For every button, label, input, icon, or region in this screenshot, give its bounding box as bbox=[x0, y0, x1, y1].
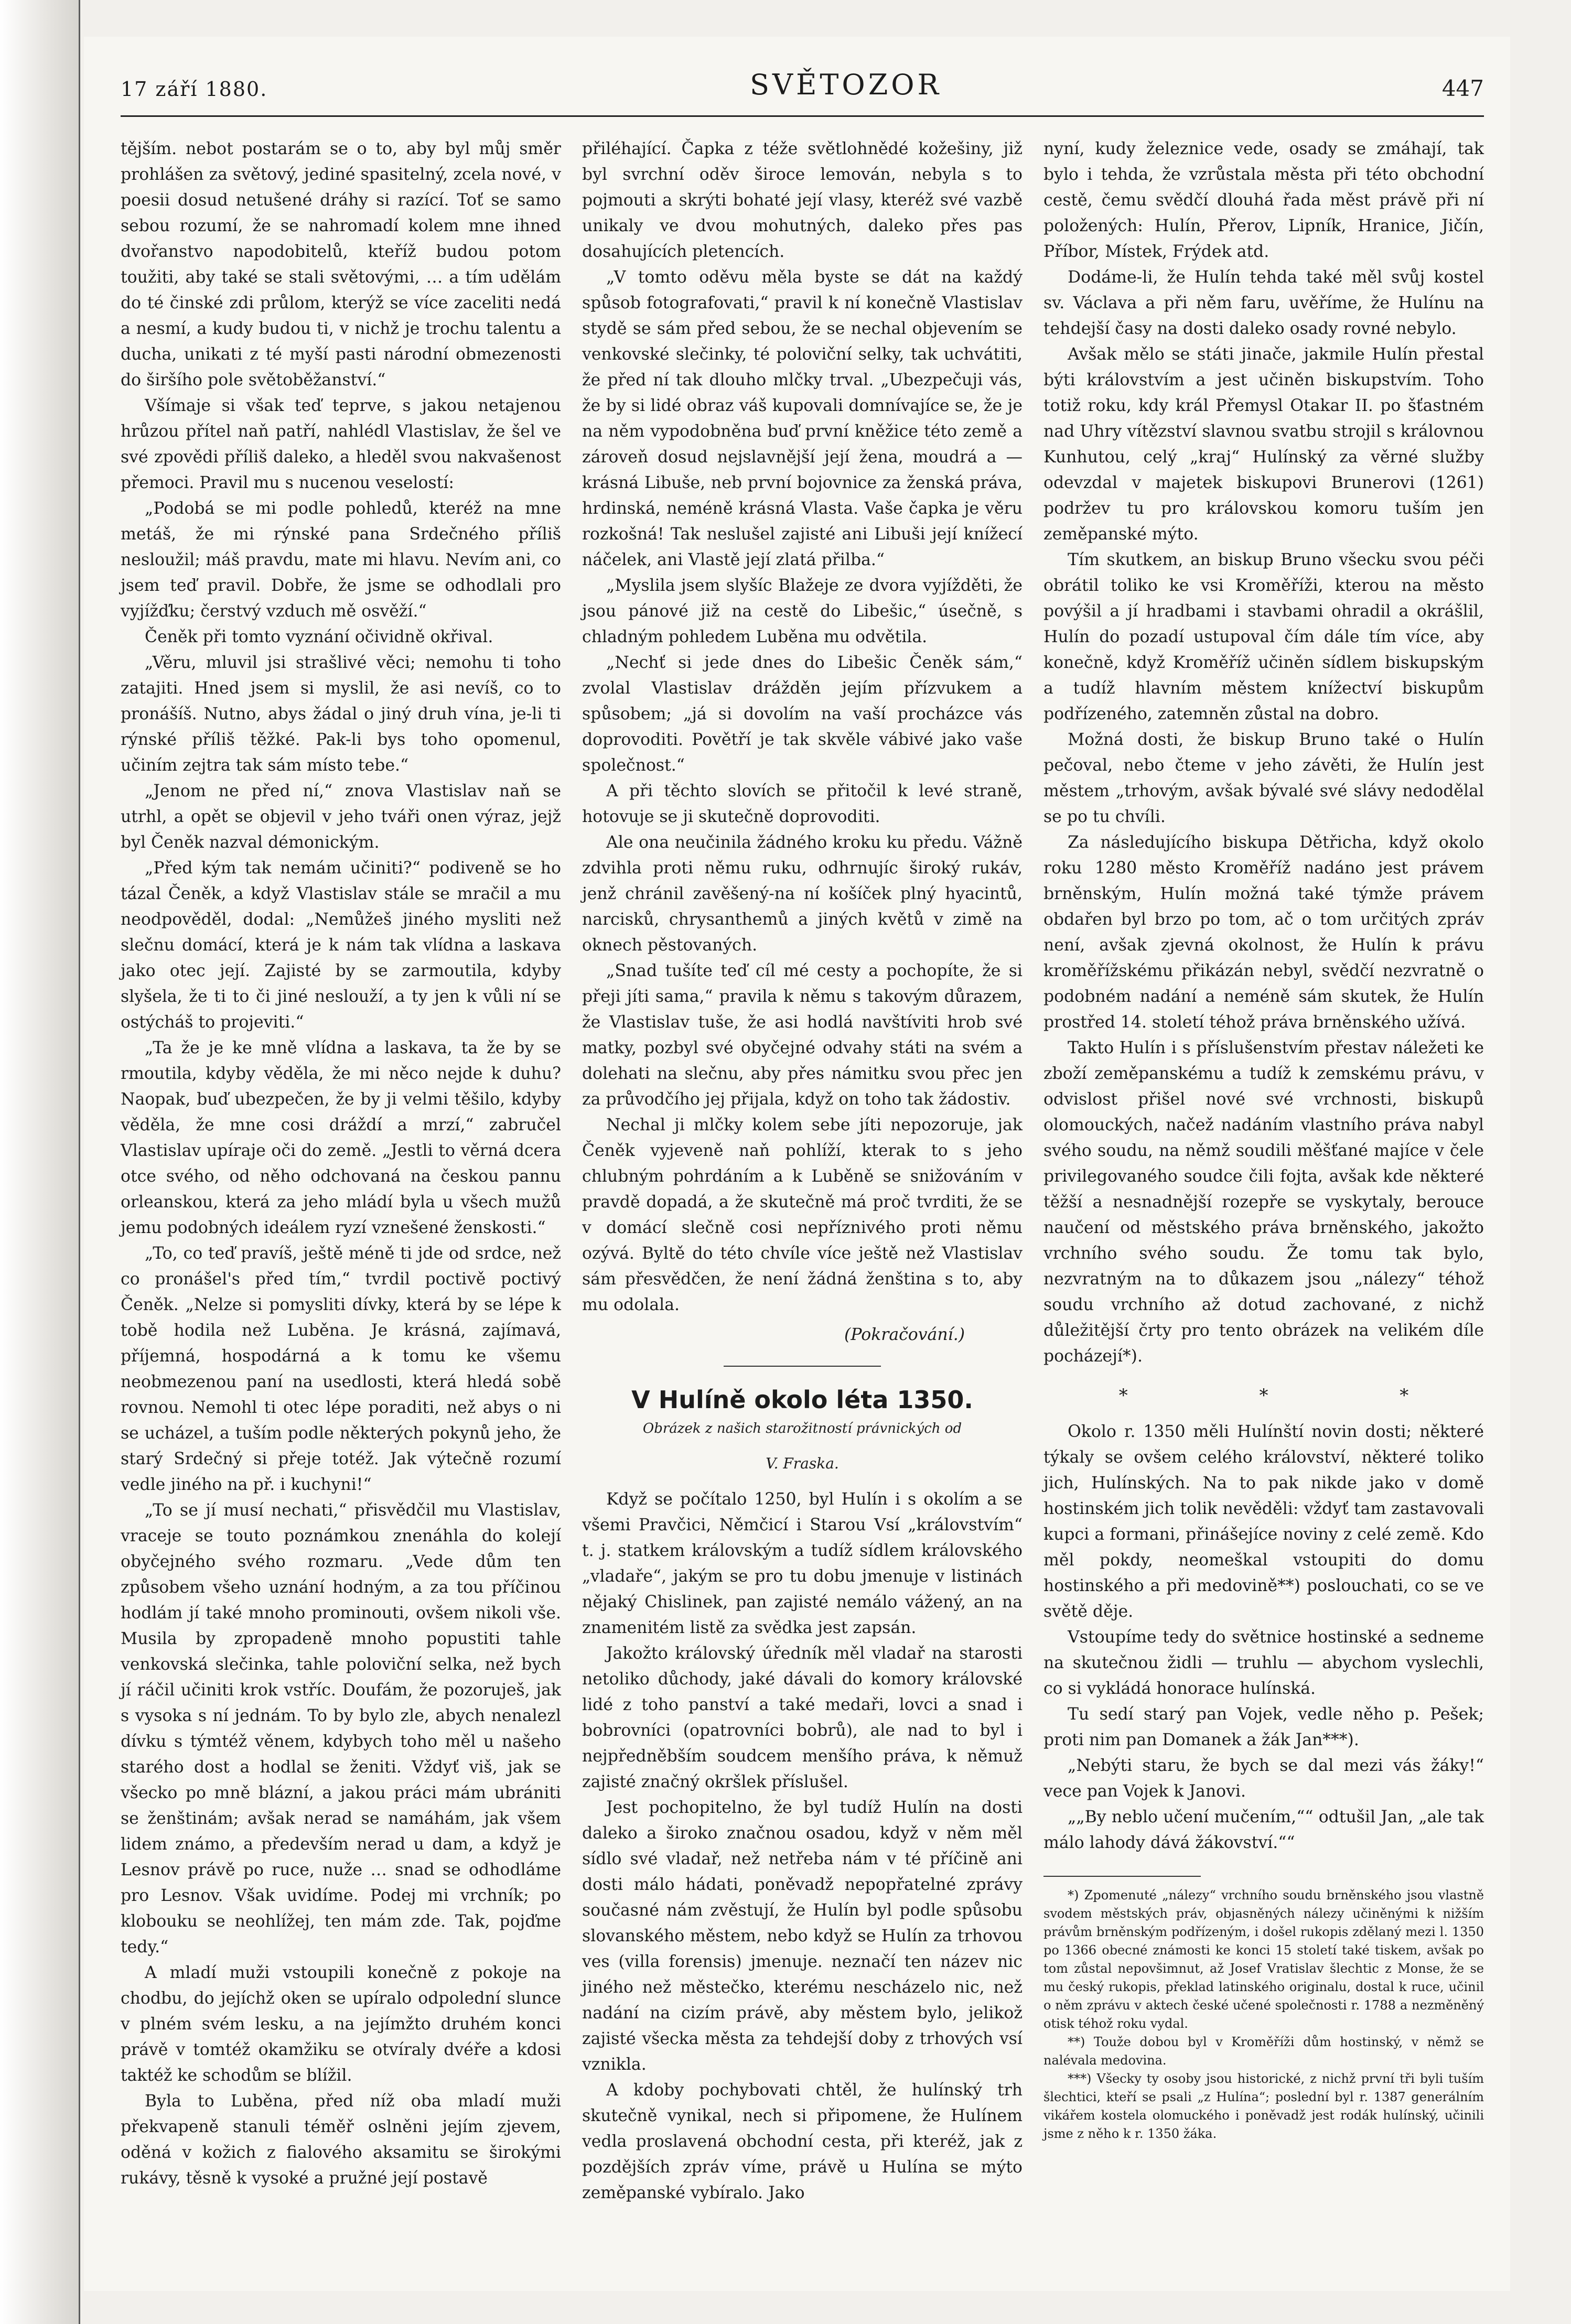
paragraph: Tu sedí starý pan Vojek, vedle něho p. Pešek; proti nim pan Domanek a žák Jan***). bbox=[1043, 1705, 1484, 1749]
footnote: ***) Všecky ty osoby jsou historické, z nichž první tři byli tuším šlechtici, kteří se psali „z Hulína“; poslední byl r. 1387 generálním vikářem kostela olomuckého i poněvadž jest rodák hulínský, učinili jsme z něho k r. 1350 žáka. bbox=[1043, 2071, 1484, 2141]
paragraph: nyní, kudy železnice vede, osady se zmáhají, tak bylo i tehda, že vzrůstala města při této obchodní cestě, čemu svědčí dlouhá řada měst právě při ní položených: Hulín, Přerov, Lipník, Hranice, Jičín, Příbor, Místek, Frýdek atd. bbox=[1043, 139, 1484, 261]
paragraph: Dodáme-li, že Hulín tehda také měl svůj kostel sv. Václava a při něm faru, uvěříme, že Hulínu na tehdejší časy na dosti daleko osady rovné nebylo. bbox=[1043, 268, 1484, 338]
header-rule bbox=[121, 115, 1484, 117]
paragraph: Tím skutkem, an biskup Bruno všecku svou péči obrátil toliko ke vsi Kroměříži, kterou na město povýšil a jí hradbami i stavbami ohradil a okrášlil, Hulín do pozadí ustupoval čím dále tím více, aby konečně, když Kroměříž učiněn sídlem biskupským a tudíž hlavním městem knížectví biskupům podřízeného, zatemněn zůstal na dobro. bbox=[1043, 550, 1484, 723]
paragraph: „Myslila jsem slyšíc Blažeje ze dvora vyjížděti, že jsou pánové již na cestě do Libešic,“ úsečně, s chladným pohledem Luběna mu odvětila. bbox=[582, 576, 1023, 646]
paragraph: „„By neblo učení mučením,““ odtušil Jan, „ale tak málo lahody dává žákovství.““ bbox=[1043, 1808, 1484, 1852]
paragraph: „Věru, mluvil jsi strašlivé věci; nemohu ti toho zatajiti. Hned jsem si myslil, že asi nevíš, co to pronášíš. Nutno, abys žádal o jiný druh vína, je-li ti rýnské příliš těžké. Pak-li bys toho opomenul, učiním zejtra tak sám místo tebe.“ bbox=[121, 653, 561, 775]
paragraph: Jakožto královský úředník měl vladař na starosti netoliko důchody, jaké dávali do komory královské lidé z toho panství a také medaři, lovci a snad i bobrovníci (opatrovníci bobrů), ale nad to byl i nejpředněbším soudcem menšího práva, k němuž zajisté značný okršlek příslušel. bbox=[582, 1644, 1023, 1791]
footnote-rule bbox=[1043, 1876, 1201, 1877]
paragraph: Okolo r. 1350 měli Hulínští novin dosti; některé týkaly se ovšem celého království, některé toliko jich, Hulínských. Na to pak nikde jako v domě hostinském jich tolik nevěděli: vždyť tam zastavovali kupci a formani, přinášejíce noviny z celé země. Kdo měl pokdy, neomeškal vstoupiti do domu hostinského a při medovině**) poslouchati, co se ve světě děje. bbox=[1043, 1422, 1484, 1621]
newspaper-page bbox=[84, 37, 1510, 2291]
paragraph: „Nebýti staru, že bych se dal mezi vás žáky!“ vece pan Vojek k Janovi. bbox=[1043, 1756, 1484, 1801]
paragraph: A mladí muži vstoupili konečně z pokoje na chodbu, do jejíchž oken se upíralo odpolední slunce v plném svém lesku, a na jejímžto druhém konci právě v tomtéž okamžiku se otvíraly dvéře a kdosi taktéž ke schodům se blížil. bbox=[121, 1963, 561, 2085]
paragraph: „Před kým tak nemám učiniti?“ podiveně se ho tázal Čeněk, a když Vlastislav stále se mračil a mu neodpověděl, dodal: „Nemůžeš jiného mysliti než slečnu domácí, která je k nám tak vlídna a laskava jako otec její. Zajisté by se zarmoutila, kdyby slyšela, že ti to či jiné neslouží, a ty jen k vůli ní se ostýcháš to projeviti.“ bbox=[121, 859, 561, 1032]
paragraph: „Snad tušíte teď cíl mé cesty a pochopíte, že si přeji jíti sama,“ pravila k němu s takovým důrazem, že Vlastislav tuše, že asi hodlá navštíviti hrob své matky, pozbyl své obyčejné odvahy státi na svém a dolehati na slečnu, aby přes námitku svou přec jen za průvodčího jej přijala, když on toho tak žádostiv. bbox=[582, 961, 1023, 1109]
paragraph: A kdoby pochybovati chtěl, že hulínský trh skutečně vynikal, nech si připomene, že Hulínem vedla proslavená obchodní cesta, při kteréž, jak z pozdějších zpráv víme, právě u Hulína se mýto zeměpanské vybíralo. Jako bbox=[582, 2081, 1023, 2202]
paragraph: tějším. nebot postarám se o to, aby byl můj směr prohlášen za světový, jediné spasitelný, zcela nové, v poesii dosud netušené dráhy si razící. Toť se samo sebou rozumí, že se nahromadí kolem mne ihned dvořanstvo napodobitelů, kteříž budou potom toužiti, aby také se stali světovými, … a tím udělám do té činské zdi průlom, kterýž se více zaceliti nedá a nesmí, a kudy budou ti, v nichž je trochu talentu a ducha, unikati z té myší pasti národní obmezenosti do širšího pole světoběžanství.“ bbox=[121, 139, 561, 390]
column-1 bbox=[121, 136, 561, 2191]
paragraph: „To se jí musí nechati,“ přisvědčil mu Vlastislav, vraceje se touto poznámkou znenáhla do kolejí obyčejného svého rozmaru. „Vede dům ten způsobem všeho uznání hodným, a za tou příčinou hodlám jí také mnoho prominouti, ovšem nikoli vše. Musila by zpropadeně mnoho popustiti tahle venkovská slečinka, tahle poloviční selka, než bych jí ráčil učiniti krok vstříc. Doufám, že pozoruješ, jak s vysoka s ní jednám. To by bylo zle, abych nenalezl dívku s týmtéž věnem, kdybych toho měl u našeho starého dost a hodlal se ženiti. Vždyť viš, jak se všecko po mně blázní, a jakou práci mám ubrániti se ženštinám; avšak nerad se namáhám, jak všem lidem známo, a především nerad u dam, a když je Lesnov právě po ruce, nuže … snad se odhodláme pro Lesnov. Však uvidíme. Podej mi vrchník; po klobouku se neohlížej, ten mám zde. Tak, pojďme tedy.“ bbox=[121, 1501, 561, 1957]
paragraph: Čeněk při tomto vyznání očividně okřival. bbox=[145, 628, 493, 646]
footnote: **) Touže dobou byl v Kroměříži dům hostinský, v němž se nalévala medovina. bbox=[1043, 2035, 1484, 2068]
article-title: V Hulíně okolo léta 1350. bbox=[631, 1386, 973, 1414]
paragraph: „To, co teď pravíš, ještě méně ti jde od srdce, než co pronášel's před tím,“ tvrdil poctivě poctivý Čeněk. „Nelze si pomysliti dívky, která by se lépe k tobě hodila než Luběna. Je krásná, zajímavá, příjemná, hospodárná a k tomu ke všemu neobmezenou paní na usedlosti, která hledá sobě rovnou. Nemohl ti otec lépe poraditi, než abys o ni se ucházel, a tuším podle některých pokynů jeho, že starý Srdečný si přeje totéž. Jak výtečně rozumí vedle jiného na př. i kuchyni!“ bbox=[121, 1244, 561, 1494]
article-divider bbox=[724, 1366, 881, 1367]
footnote: *) Zpomenuté „nálezy“ vrchního soudu brněnského jsou vlastně svodem městských práv, objasněných nálezy učiněnými k nižším právům brněnským podřízeným, i došel rukopis zdělaný mezi l. 1350 po 1366 obecné známosti ke konci 15 století také tiskem, avšak po tom zůstal nepovšimnut, až Josef Vratislav šlechtic z Monse, že se mu český rukopis, překlad latinského originalu, dostal k ruce, učinil o něm zprávu v aktech české učené společnosti r. 1788 a nezměněný otisk téhož roku vydal. bbox=[1043, 1888, 1484, 2031]
paragraph: Když se počítalo 1250, byl Hulín i s okolím a se všemi Pravčici, Němčicí i Starou Vsí „královstvím“ t. j. statkem královským a tudíž sídlem královského „vladaře“, jakým se pro tu dobu jmenuje v listinách nějaký Chislinek, pan zajisté nemálo vážený, an na znamenitém listě za svědka jest zapsán. bbox=[582, 1490, 1023, 1637]
periodical-title: SVĚTOZOR bbox=[750, 68, 942, 101]
paragraph: „Podobá se mi podle pohledů, kteréž na mne metáš, že mi rýnské pana Srdečného příliš nesloužil; máš pravdu, mate mi hlavu. Nevím ani, co jsem teď pravil. Dobře, že jsme se odhodlali pro vyjížďku; čerstvý vzduch mě osvěží.“ bbox=[121, 499, 561, 621]
paragraph: přiléhající. Čapka z téže světlohnědé kožešiny, již byl svrchní oděv široce lemován, nebyla s to pojmouti a skrýti bohaté její vlasy, kteréž své vazbě unikaly ve dvou mohutných, daleko přes pas dosahujících pletencích. bbox=[582, 139, 1023, 261]
issue-date: 17 září 1880. bbox=[121, 78, 268, 101]
binding-edge bbox=[0, 0, 80, 2324]
section-stars: * * * bbox=[1118, 1385, 1472, 1406]
paragraph: Za následujícího biskupa Dětřicha, když okolo roku 1280 město Kroměříž nadáno jest právem brněnským, Hulín možná také týmže právem obdařen byl brzo po tom, ač o tom určitých zpráv není, avšak zjevná okolnost, že Hulín k právu kroměřížskému přikázán nebyl, svědčí nezvratně o podobném nadání a neméně sám skutek, že Hulín prostřed 14. století téhož práva brněnského užívá. bbox=[1043, 833, 1484, 1032]
continued-note: (Pokračování.) bbox=[844, 1325, 965, 1344]
paragraph: A při těchto slovích se přitočil k levé straně, hotovuje se ji skutečně doprovoditi. bbox=[582, 782, 1023, 826]
column-3 bbox=[1043, 136, 1484, 2143]
paragraph: Všímaje si však teď teprve, s jakou netajenou hrůzou přítel naň patří, nahlédl Vlastislav, že šel ve své zpovědi příliš daleko, a hleděl svou nakvašenost přemoci. Pravil mu s nucenou veselostí: bbox=[121, 396, 561, 492]
paragraph: „V tomto oděvu měla byste se dát na každý spůsob fotografovati,“ pravil k ní konečně Vlastislav stydě se sám před sebou, že se nechal objevením se venkovské slečinky, té poloviční selky, tak uchvátiti, že před ní tak dlouho mlčky trval. „Ubezpečuji vás, že by si lidé obraz váš kupovali domnívajíce se, že je na něm vypodobněna buď první kněžice této země a zároveň dosud nejslavnější její žena, moudrá a — krásná Libuše, neb první bojovnice za ženská práva, hrdinská, neméně krásná Vlasta. Vaše čapka je věru rozkošná! Tak neslušel zajisté ani Libuši její knížecí náčelek, ani Vlastě její zlatá přilba.“ bbox=[582, 268, 1023, 569]
paragraph: Avšak mělo se státi jinače, jakmile Hulín přestal býti královstvím a jest učiněn biskupstvím. Toho totiž roku, kdy král Přemysl Otakar II. po šťastném nad Uhry vítězství slavnou svatbu strojil s královnou Kunhutou, celý „kraj“ Hulínský za věrné služby odevzdal v majetek biskupovi Brunerovi (1261) podržev tu pro královskou komoru tuším jen zeměpanské mýto. bbox=[1043, 345, 1484, 544]
paragraph: Takto Hulín i s příslušenstvím přestav náležeti ke zboží zeměpanskému a tudíž k zemskému právu, v odvislost přišel nové své vrchnosti, biskupů olomouckých, načež nadáním vlastního práva nabyl svého soudu, na němž soudili měšťané majíce v čele privilegovaného soudce čili fojta, avšak kde některé těžší a nesnadnější rozepře se vyskytaly, berouce naučení od městského práva brněnského, jakožto vrchního svého soudu. Že tomu tak bylo, nezvratným na to důkazem jsou „nálezy“ téhož soudu vrchního až dotud zachované, z nichž důležitější črty pro tento obrázek na velikém díle pocházejí*). bbox=[1043, 1039, 1484, 1366]
paragraph: Byla to Luběna, před níž oba mladí muži překvapeně stanuli téměř oslněni jejím zjevem, oděná v kožich z fialového aksamitu se širokými rukávy, těsně k vysoké a pružné její postavě bbox=[121, 2092, 561, 2188]
paragraph: „Ta že je ke mně vlídna a laskava, ta že by se rmoutila, kdyby věděla, že mi něco nejde k duhu? Naopak, buď ubezpečen, že by ji velmi těšilo, kdyby věděla, že mne cosi dráždí a mrzí,“ zabručel Vlastislav upíraje oči do země. „Jestli to věrná dcera otce svého, od něho odchovaná na českou pannu orleanskou, která za jeho mládí byla u všech mužů jemu podobných ideálem ryzí vznešené ženskosti.“ bbox=[121, 1039, 561, 1237]
paragraph: Ale ona neučinila žádného kroku ku předu. Vážně zdvihla proti němu ruku, odhrnujíc široký rukáv, jenž chránil zavěšený-na ní košíček plný hyacintů, narcisků, chrysanthemů a jiných květů v zimě na oknech pěstovaných. bbox=[582, 833, 1023, 955]
article-author: V. Fraska. bbox=[766, 1455, 839, 1472]
column-2 bbox=[582, 136, 1023, 2206]
page-header bbox=[121, 68, 1484, 105]
paragraph: „Jenom ne před ní,“ znova Vlastislav naň se utrhl, a opět se objevil v jeho tváři onen výraz, jejž byl Čeněk nazval démonickým. bbox=[121, 782, 561, 852]
paragraph: „Nechť si jede dnes do Libešic Čeněk sám,“ zvolal Vlastislav drážděn jejím přízvukem a spůsobem; „já si dovolím na vaší procházce vás doprovoditi. Povětří je tak skvěle vábivé jako vaše společnost.“ bbox=[582, 653, 1023, 775]
paragraph: Možná dosti, že biskup Bruno také o Hulín pečoval, nebo čteme v jeho závěti, že Hulín jest městem „trhovým, avšak bývalé své slávy nedodělal se po tu chvíli. bbox=[1043, 730, 1484, 826]
paragraph: Nechal ji mlčky kolem sebe jíti nepozoruje, jak Čeněk vyjeveně naň pohlíží, kterak to s jeho chlubným pohrdáním a k Luběně se snižováním v pravdě dopadá, a že skutečně má proč tvrditi, že se v domácí slečně cosi nepříznivého proti němu ozývá. Byltě do této chvíle více ještě než Vlastislav sám přesvědčen, že není žádná ženština s to, aby mu odolala. bbox=[582, 1116, 1023, 1314]
paragraph: Jest pochopitelno, že byl tudíž Hulín na dosti daleko a široko značnou osadou, když v něm měl sídlo své vladař, než netřeba nám v té příčině ani dosti málo hádati, poněvadž nepopřatelné zprávy současné nám zvěstují, že Hulín byl podle spůsobu slovanského městem, nebo když se Hulín za trhovou ves (villa forensis) jmenuje. neznačí ten název nic jiného než městečko, kterému nescházelo nic, než nadání na cizím právě, aby městem bylo, jelikož zajisté všecka města za tehdejší doby z trhových vsí vznikla. bbox=[582, 1798, 1023, 2074]
article-subtitle: Obrázek z našich starožitností právnických od bbox=[642, 1421, 962, 1436]
page-number: 447 bbox=[1441, 75, 1484, 101]
paragraph: Vstoupíme tedy do světnice hostinské a sedneme na skutečnou židli — truhlu — abychom vyslechli, co si vykládá honorace hulínská. bbox=[1043, 1628, 1484, 1698]
